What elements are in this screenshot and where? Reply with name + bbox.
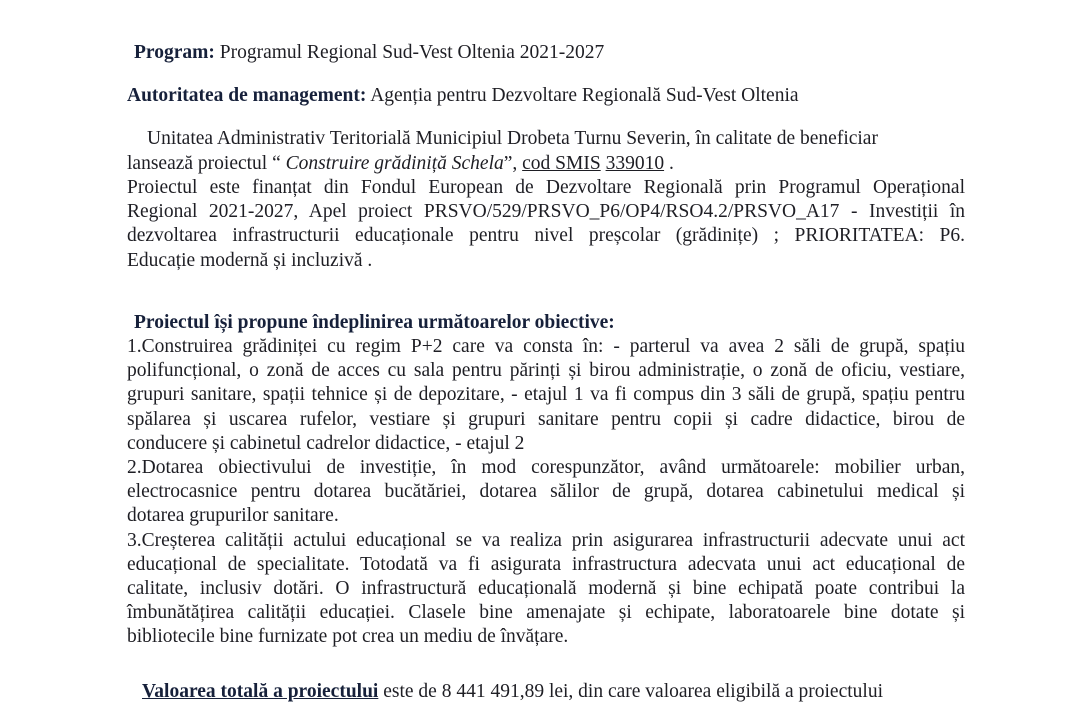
intro-line-1: Unitatea Administrativ Teritorială Municipiul Drobeta Turnu Severin, în calitate de beneficiar	[147, 128, 878, 149]
financing-line: dezvoltarea infrastructurii educaționale pentru nivel preșcolar (grădinițe) ; PRIORITATEA: P6.	[127, 225, 965, 247]
authority-label: Autoritatea de management:	[127, 85, 367, 106]
objective-line: polifuncțional, o zonă de acces cu sala pentru părinți și birou administrație, o zonă de oficiu, vestiare,	[127, 360, 965, 382]
authority-value: Agenția pentru Dezvoltare Regională Sud-Vest Oltenia	[370, 85, 799, 106]
objective-line: dotarea grupurilor sanitare.	[127, 505, 339, 527]
smis-label: cod SMIS	[522, 153, 601, 174]
project-title: Construire grădiniță Schela	[285, 153, 504, 174]
objective-line: 1.Construirea grădiniței cu regim P+2 care va consta în: - parterul va avea 2 săli de grupă, spațiu	[127, 336, 965, 357]
intro-prefix: lansează proiectul “	[127, 153, 286, 174]
objective-line: grupuri sanitare, spații tehnice și de depozitare, - etajul 1 va fi compus din 3 săli de grupă, spațiu pentru	[127, 384, 965, 406]
financing-line: Regional 2021-2027, Apel proiect PRSVO/529/PRSVO_P6/OP4/RSO4.2/PRSVO_A17 - Investiții în	[127, 201, 965, 223]
objective-line: 2.Dotarea obiectivului de investiție, în mod corespunzător, având următoarele: mobilier urban,	[127, 457, 965, 479]
program-value: Programul Regional Sud-Vest Oltenia 2021-2027	[219, 42, 605, 63]
objective-line: conducere și cabinetul cadrelor didactice, - etajul 2	[127, 432, 525, 454]
objective-line: îmbunătățirea calității educației. Clasele bine amenajate și echipate, laboratoarele bine dotate și	[127, 602, 965, 624]
objectives-list	[127, 335, 965, 650]
financing-paragraph	[127, 176, 965, 273]
objectives-heading: Proiectul își propune îndeplinirea următoarelor obiective:	[134, 312, 615, 333]
financing-line: Educație modernă și incluzivă .	[127, 249, 373, 271]
financing-line: Proiectul este finanțat din Fondul European de Dezvoltare Regională prin Programul Operațional	[127, 177, 965, 198]
intro-suffix: .	[664, 153, 674, 174]
authority-line	[127, 84, 799, 108]
objective-line: spălarea și uscarea rufelor, vestiare și grupuri sanitare pentru copii și cadre didactice, birou de	[127, 408, 965, 430]
intro-mid: ”,	[503, 153, 523, 174]
objective-line: educațional de specialitate. Totodată va fi asigurata infrastructura adecvata unui act educațional de	[127, 553, 965, 575]
objective-line: electrocasnice pentru dotarea bucătăriei, dotarea sălilor de grupă, dotarea cabinetului medical și	[127, 481, 965, 503]
objective-line: bibliotecile bine furnizate pot crea un mediu de învățare.	[127, 626, 569, 648]
objective-line: calitate, inclusiv dotări. O infrastructură educațională modernă și bine echipată poate contribui la	[127, 578, 965, 600]
smis-code: 339010	[605, 153, 665, 174]
program-line	[134, 41, 604, 65]
intro-line-2	[127, 152, 674, 176]
objective-line: 3.Creșterea calității actului educațional se va realiza prin asigurarea infrastructurii adecvate unui act	[127, 529, 965, 551]
program-label: Program:	[134, 42, 215, 63]
value-text: este de 8 441 491,89 lei, din care valoarea eligibilă a proiectului	[378, 681, 883, 702]
value-label: Valoarea totală a proiectului	[142, 681, 379, 702]
value-line	[142, 680, 883, 704]
